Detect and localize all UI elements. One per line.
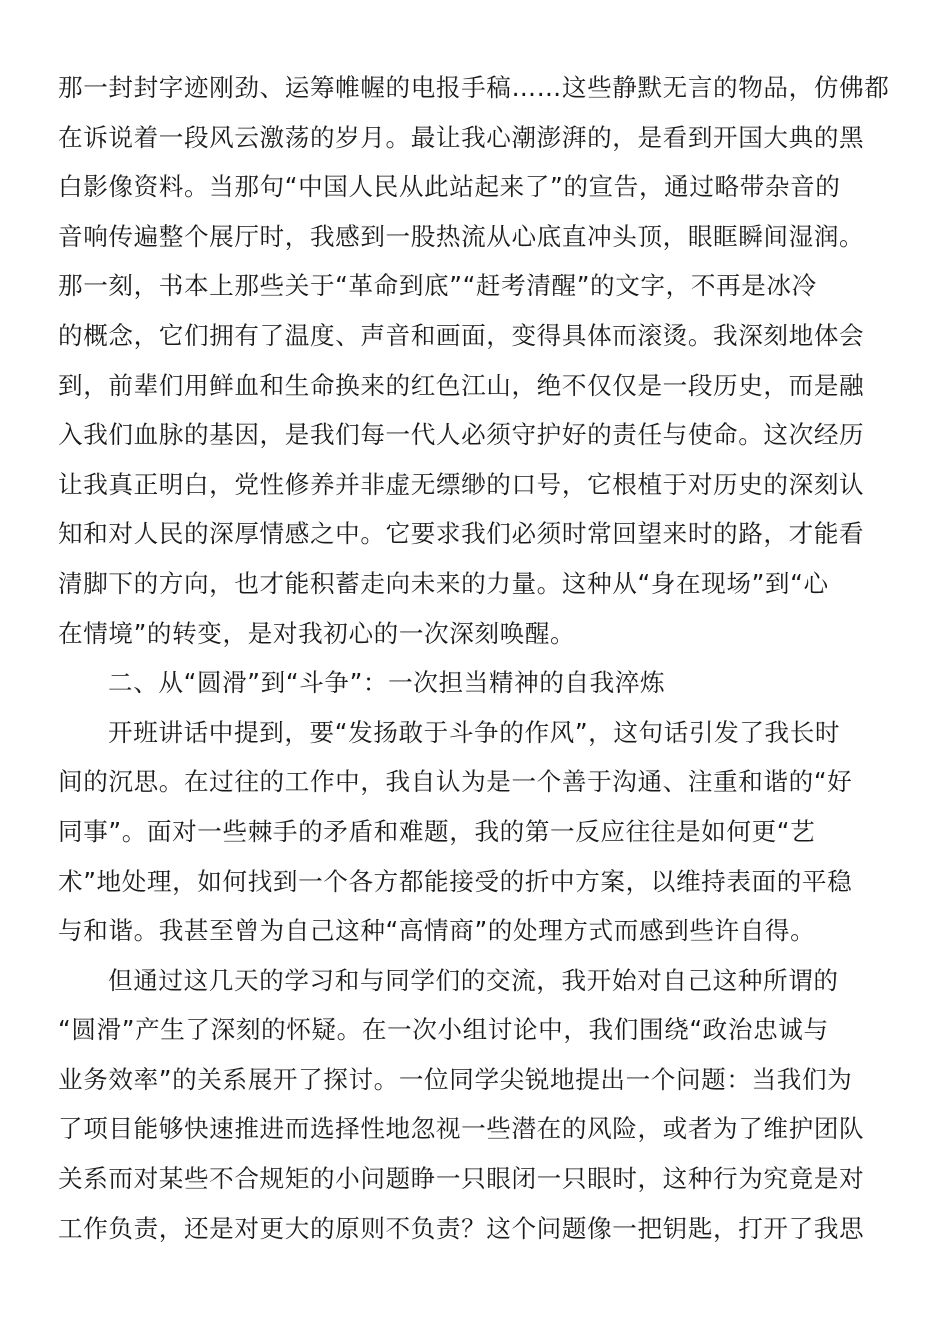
text-line: 到，前辈们用鲜血和生命换来的红色江山，绝不仅仅是一段历史，而是融 [58, 370, 865, 400]
paragraph-start-line: 但通过这几天的学习和与同学们的交流，我开始对自己这种所谓的 [108, 965, 839, 995]
text-line: 工作负责，还是对更大的原则不负责？这个问题像一把钥匙，打开了我思 [58, 1213, 865, 1243]
text-line: 那一封封字迹刚劲、运筹帷幄的电报手稿……这些静默无言的物品，仿佛都 [58, 73, 890, 102]
text-line: 与和谐。我甚至曾为自己这种“高情商”的处理方式而感到些许自得。 [58, 916, 816, 946]
text-line: 了项目能够快速推进而选择性地忽视一些潜在的风险，或者为了维护团队 [58, 1114, 865, 1144]
body-text [58, 63, 892, 1253]
text-line: 那一刻，书本上那些关于“革命到底”“赶考清醒”的文字，不再是冰冷 [58, 271, 817, 301]
text-line: 在情境”的转变，是对我初心的一次深刻唤醒。 [58, 618, 576, 648]
text-line: 知和对人民的深厚情感之中。它要求我们必须时常回望来时的路，才能看 [58, 519, 865, 549]
text-line: 业务效率”的关系展开了探讨。一位同学尖锐地提出一个问题：当我们为 [58, 1064, 853, 1094]
text-line: “圆滑”产生了深刻的怀疑。在一次小组讨论中，我们围绕“政治忠诚与 [58, 1015, 829, 1045]
text-line: 入我们血脉的基因，是我们每一代人必须守护好的责任与使命。这次经历 [58, 420, 865, 450]
text-line: 音响传遍整个展厅时，我感到一股热流从心底直冲头顶，眼眶瞬间湿润。 [58, 221, 865, 251]
section-heading: 二、从“圆滑”到“斗争”：一次担当精神的自我淬炼 [108, 668, 666, 698]
text-line: 的概念，它们拥有了温度、声音和画面，变得具体而滚烫。我深刻地体会 [58, 320, 865, 350]
text-line: 间的沉思。在过往的工作中，我自认为是一个善于沟通、注重和谐的“好 [58, 767, 853, 797]
text-line: 让我真正明白，党性修养并非虚无缥缈的口号，它根植于对历史的深刻认 [58, 469, 865, 499]
text-line: 术”地处理，如何找到一个各方都能接受的折中方案，以维持表面的平稳 [58, 866, 853, 896]
paragraph-start-line: 开班讲话中提到，要“发扬敢于斗争的作风”，这句话引发了我长时 [108, 717, 841, 747]
text-line: 清脚下的方向，也才能积蓄走向未来的力量。这种从“身在现场”到“心 [58, 568, 829, 598]
text-line: 白影像资料。当那句“中国人民从此站起来了”的宣告，通过略带杂音的 [58, 172, 841, 202]
text-line: 关系而对某些不合规矩的小问题睁一只眼闭一只眼时，这种行为究竟是对 [58, 1164, 865, 1194]
text-line: 同事”。面对一些棘手的矛盾和难题，我的第一反应往往是如何更“艺 [58, 816, 816, 846]
text-line: 在诉说着一段风云激荡的岁月。最让我心潮澎湃的，是看到开国大典的黑 [58, 122, 865, 152]
